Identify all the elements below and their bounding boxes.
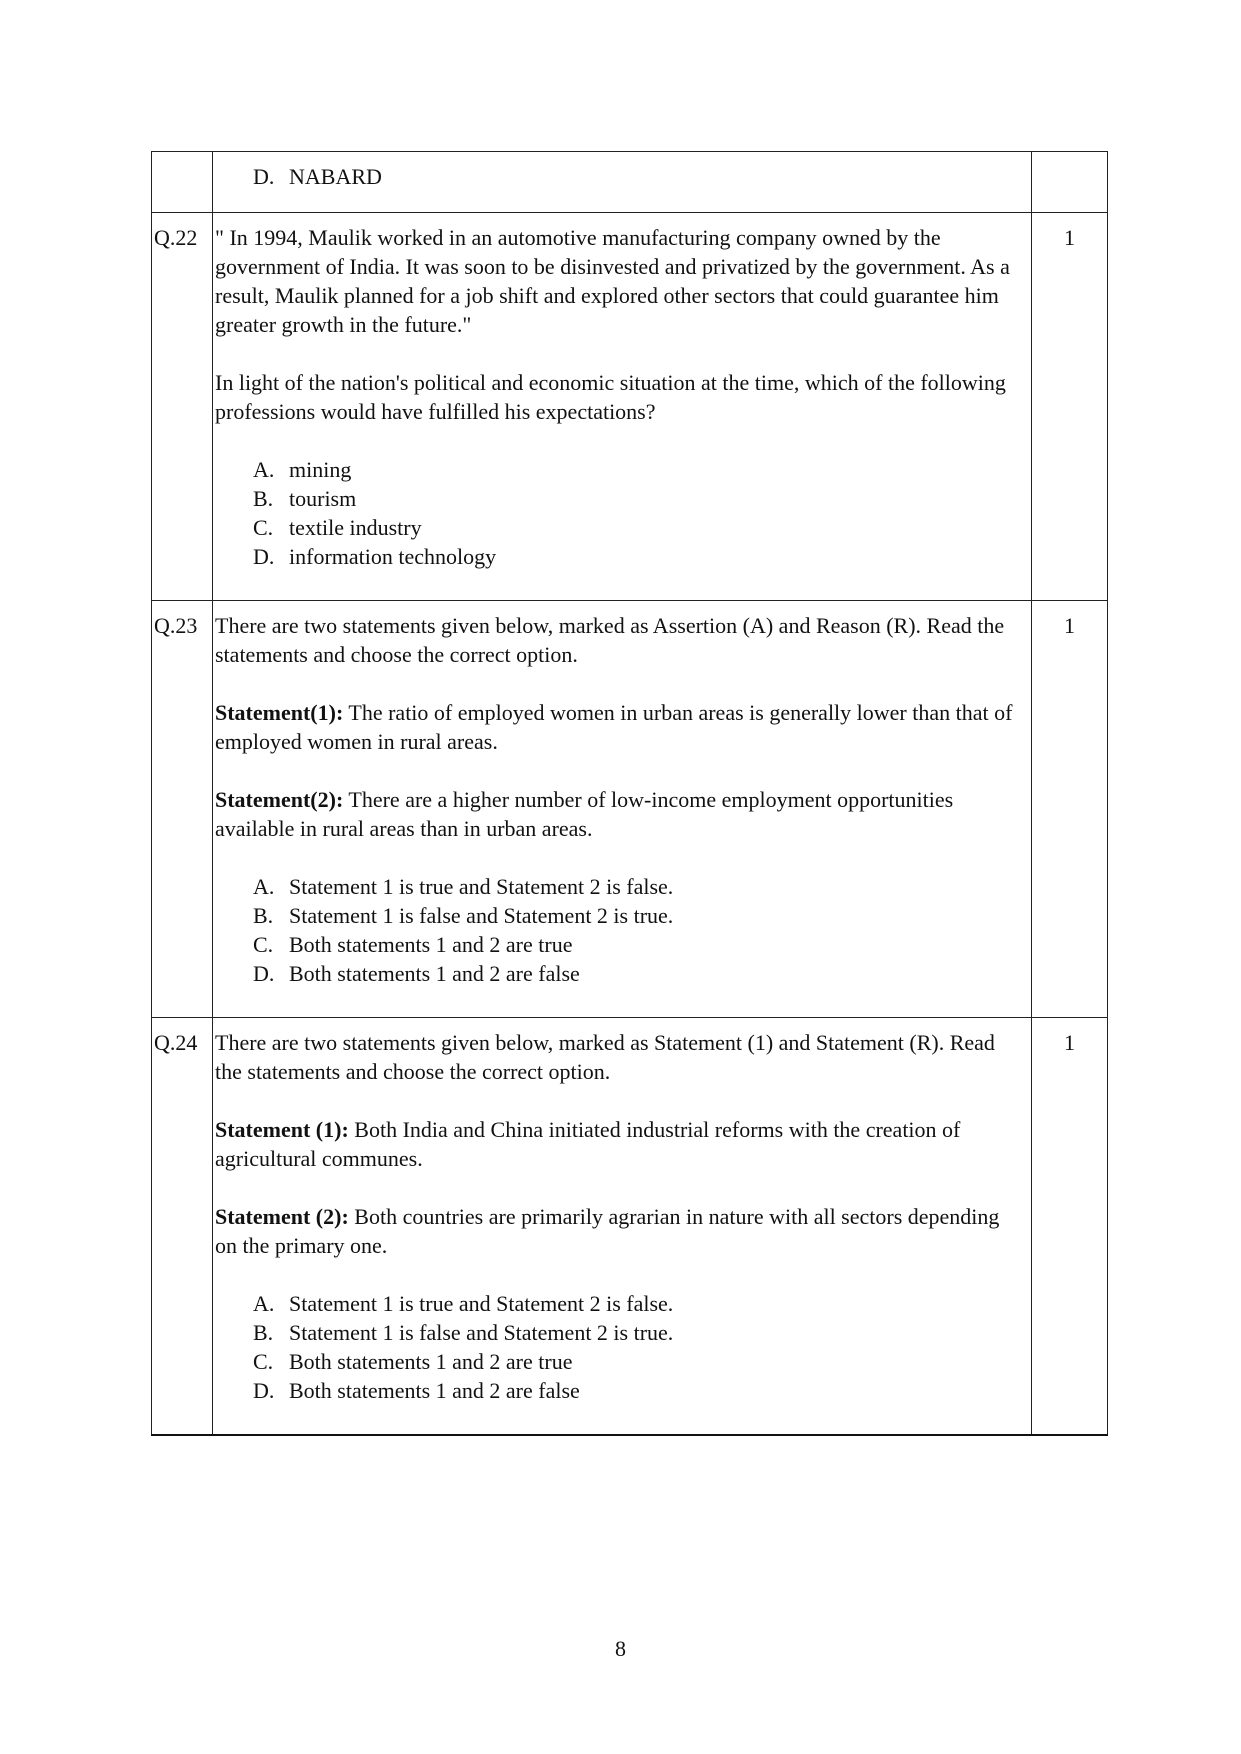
question-row-prev [152,152,1108,213]
option-list [215,455,1025,571]
statement-2-text: There are a higher number of low-income employment opportunities available in rural areas than in urban areas. [215,787,954,841]
statement-1-text: Both India and China initiated industrial reforms with the creation of agricultural communes. [215,1117,961,1171]
option-letter: D. [253,544,275,569]
question-body-cell [213,152,1032,213]
statement-1 [215,698,1025,756]
option-text: Both statements 1 and 2 are true [289,932,573,957]
option-letter: C. [253,932,274,957]
question-row-22 [152,213,1108,601]
question-marks: 1 [1032,213,1108,601]
option-text: tourism [289,486,357,511]
option-text: Both statements 1 and 2 are false [289,1378,580,1403]
option-letter: D. [253,961,275,986]
option-item [253,455,1025,484]
option-item [253,162,1025,191]
statement-1 [215,1115,1025,1173]
option-text: Statement 1 is false and Statement 2 is true. [289,903,674,928]
option-text: NABARD [289,164,382,189]
question-marks: 1 [1032,1018,1108,1436]
option-text: Statement 1 is true and Statement 2 is false. [289,1291,674,1316]
question-marks: 1 [1032,601,1108,1018]
question-prompt: In light of the nation's political and economic situation at the time, which of the following professions would have fulfilled his expectations? [215,370,1006,424]
question-intro: There are two statements given below, marked as Assertion (A) and Reason (R). Read the statements and choose the correct option. [215,613,1005,667]
statement-1-text: The ratio of employed women in urban areas is generally lower than that of employed women in rural areas. [215,700,1013,754]
option-item [253,484,1025,513]
question-row-24 [152,1018,1108,1436]
question-scenario: " In 1994, Maulik worked in an automotive manufacturing company owned by the government of India. It was soon to be disinvested and privatized by the government. As a result, Maulik planned for a job shift and explored other sectors that could guarantee him greater growth in the future." [215,225,1010,337]
question-body [213,1018,1032,1436]
statement-2 [215,1202,1025,1260]
statement-2 [215,785,1025,843]
question-number: Q.23 [152,601,213,1018]
option-text: textile industry [289,515,422,540]
option-letter: B. [253,486,274,511]
option-item [253,1376,1025,1405]
option-text: Both statements 1 and 2 are true [289,1349,573,1374]
marks-cell [1032,152,1108,213]
option-letter: D. [253,164,275,189]
option-list [215,872,1025,988]
option-letter: B. [253,903,274,928]
option-item [253,959,1025,988]
option-letter: A. [253,457,275,482]
option-item [253,930,1025,959]
option-item [253,872,1025,901]
option-item [253,901,1025,930]
question-number: Q.22 [152,213,213,601]
statement-2-label: Statement(2): [215,787,344,812]
option-item [253,1318,1025,1347]
option-text: Statement 1 is true and Statement 2 is false. [289,874,674,899]
statement-1-label: Statement(1): [215,700,344,725]
question-number-cell [152,152,213,213]
option-list [215,1289,1025,1405]
question-body [213,601,1032,1018]
option-item [253,542,1025,571]
statement-2-text: Both countries are primarily agrarian in nature with all sectors depending on the primary one. [215,1204,1000,1258]
option-letter: D. [253,1378,275,1403]
page-number: 8 [615,1636,626,1661]
option-text: mining [289,457,352,482]
question-body [213,213,1032,601]
question-row-23 [152,601,1108,1018]
question-table [151,151,1108,1436]
option-letter: A. [253,874,275,899]
question-number: Q.24 [152,1018,213,1436]
question-intro: There are two statements given below, marked as Statement (1) and Statement (R). Read the statements and choose the correct option. [215,1030,995,1084]
option-item [253,1347,1025,1376]
option-letter: C. [253,515,274,540]
option-text: Statement 1 is false and Statement 2 is true. [289,1320,674,1345]
option-letter: C. [253,1349,274,1374]
option-letter: A. [253,1291,275,1316]
statement-2-label: Statement (2): [215,1204,349,1229]
option-text: Both statements 1 and 2 are false [289,961,580,986]
option-item [253,1289,1025,1318]
option-list [215,162,1025,191]
statement-1-label: Statement (1): [215,1117,349,1142]
option-text: information technology [289,544,497,569]
option-item [253,513,1025,542]
option-letter: B. [253,1320,274,1345]
